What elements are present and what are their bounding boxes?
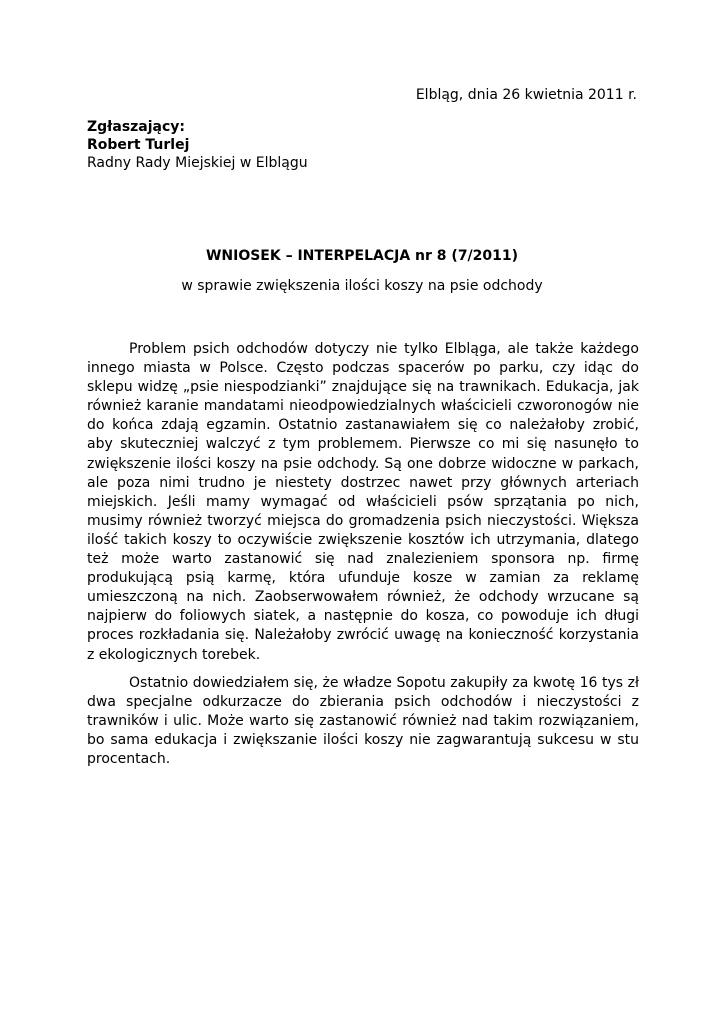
body-paragraph-2: Ostatnio dowiedziałem się, że władze Sopotu zakupiły za kwotę 16 tys zł dwa specjalne odkurzacze do zbierania psich odchodów i nieczystości z trawników i ulic. Może warto się zastanowić również nad takim rozwiązaniem, bo sama edukacja i zwiększanie ilości koszy nie zagwarantują sukcesu w stu procentach. bbox=[87, 674, 639, 767]
sender-name: Robert Turlej bbox=[87, 137, 190, 153]
sender-role: Radny Rady Miejskiej w Elblągu bbox=[87, 155, 308, 171]
document-title: WNIOSEK – INTERPELACJA nr 8 (7/2011) bbox=[205, 248, 519, 264]
document-body bbox=[87, 340, 639, 778]
sender-label: Zgłaszający: bbox=[87, 119, 186, 135]
body-paragraph-1: Problem psich odchodów dotyczy nie tylko Elbląga, ale także każdego innego miasta w Polsce. Często podczas spacerów po parku, czy idąc do sklepu widzę „psie niespodzianki” znajdujące się na trawnikach. Edukacja, jak również karanie mandatami nieodpowiedzialnych właścicieli czworonogów nie do końca zdają egzamin. Ostatnio zastanawiałem się co należałoby zrobić, aby skuteczniej walczyć z tym problemem. Pierwsze co mi się nasunęło to zwiększenie ilości koszy na psie odchody. Są one dobrze widoczne w parkach, ale poza nimi trudno je niestety dostrzec nawet przy głównych arteriach miejskich. Jeśli mamy wymagać od właścicieli psów sprzątania po nich, musimy również tworzyć miejsca do gromadzenia psich nieczystości. Większa ilość takich koszy to oczywiście zwiększenie kosztów ich utrzymania, dlatego też może warto zastanowić się nad znalezieniem sponsora np. firmę produkującą psią karmę, która ufunduje kosze w zamian za reklamę umieszczoną na nich. Zaobserwowałem również, że odchody wrzucane są najpierw do foliowych siatek, a następnie do kosza, co powoduje ich długi proces rozkładania się. Należałoby zwrócić uwagę na konieczność korzystania z ekologicznych torebek. bbox=[87, 341, 639, 663]
document-subtitle: w sprawie zwiększenia ilości koszy na psie odchody bbox=[181, 278, 543, 294]
sender-block bbox=[87, 118, 308, 172]
date-line: Elbląg, dnia 26 kwietnia 2011 r. bbox=[415, 87, 637, 103]
